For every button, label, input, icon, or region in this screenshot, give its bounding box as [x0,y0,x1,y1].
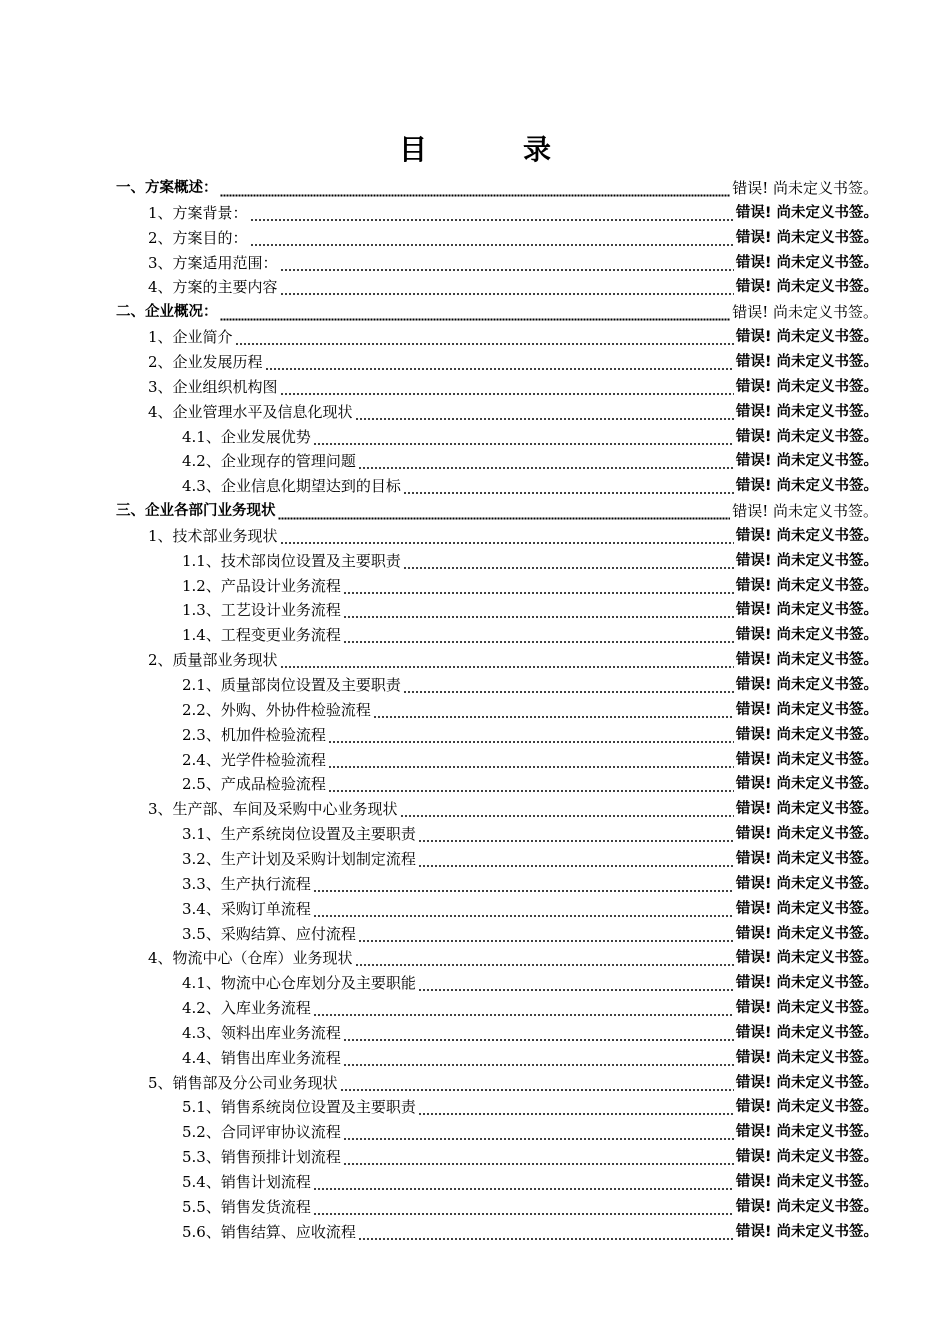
toc-entry-label: 1、技术部业务现状 [148,526,278,545]
toc-entry[interactable] [0,346,950,371]
toc-entry[interactable] [0,1116,950,1141]
toc-entry-label: 5.5、销售发货流程 [182,1197,311,1216]
toc-entry-label: 2.2、外购、外协件检验流程 [182,700,371,719]
toc-entry-label: 2.5、产成品检验流程 [182,775,326,794]
toc-entry-label: 5、销售部及分公司业务现状 [148,1073,338,1092]
toc-entry-label: 3.1、生产系统岗位设置及主要职责 [182,825,416,844]
toc-leader-dots [418,850,734,868]
toc-leader-dots [235,328,734,346]
toc-entry-page-ref: 错误! 尚未定义书签。 [735,1049,878,1066]
toc-leader-dots [373,701,734,719]
toc-entry-page-ref: 错误! 尚未定义书签。 [735,1099,878,1116]
toc-entry-label: 三、企业各部门业务现状 [116,503,276,520]
toc-leader-dots [403,676,734,694]
toc-entry-page-ref: 错误! 尚未定义书签。 [735,1000,878,1017]
toc-entry[interactable] [0,669,950,694]
toc-leader-dots [343,1024,734,1042]
toc-entry-page-ref: 错误! 尚未定义书签。 [735,1124,878,1141]
toc-entry-label: 4、企业管理水平及信息化现状 [148,402,353,421]
toc-leader-dots [250,204,734,222]
toc-leader-dots [280,278,734,296]
toc-entry[interactable] [0,694,950,719]
toc-leader-dots [280,254,734,272]
toc-entry-label: 3.4、采购订单流程 [182,899,311,918]
toc-entry[interactable] [0,421,950,446]
toc-entry[interactable] [0,768,950,793]
toc-entry-page-ref: 错误! 尚未定义书签。 [735,279,878,296]
toc-entry-label: 4.3、企业信息化期望达到的目标 [182,477,401,496]
toc-entry-label: 1.3、工艺设计业务流程 [182,601,341,620]
toc-entry-label: 3、生产部、车间及采购中心业务现状 [148,800,398,819]
toc-leader-dots [418,974,734,992]
toc-leader-dots [313,1198,734,1216]
toc-leader-dots [418,1098,734,1116]
toc-leader-dots [358,925,734,943]
toc-leader-dots [280,378,734,396]
toc-leader-dots [358,1223,734,1241]
toc-entry[interactable] [0,619,950,644]
toc-entry[interactable] [0,1166,950,1191]
toc-entry-label: 3.2、生产计划及采购计划制定流程 [182,849,416,868]
toc-leader-dots [355,403,734,421]
toc-entry-label: 2.1、质量部岗位设置及主要职责 [182,676,401,694]
toc-leader-dots [403,552,734,570]
toc-entry[interactable] [0,1091,950,1116]
toc-entry-page-ref: 错误! 尚未定义书签。 [735,900,878,917]
toc-entry-page-ref: 错误! 尚未定义书签。 [735,428,878,445]
toc-entry[interactable] [0,1191,950,1216]
toc-entry-page-ref: 错误! 尚未定义书签。 [735,677,878,693]
toc-entry[interactable] [0,1141,950,1166]
toc-leader-dots [343,1049,734,1067]
toc-entry-label: 3、企业组织机构图 [148,377,278,396]
toc-entry[interactable] [0,1216,950,1241]
toc-leader-dots [403,477,734,495]
toc-entry-label: 5.1、销售系统岗位设置及主要职责 [182,1098,416,1117]
toc-leader-dots [418,825,734,843]
toc-entry-label: 2、方案目的： [148,228,248,247]
toc-entry-page-ref: 错误! 尚未定义书签。 [735,403,878,420]
toc-leader-dots [343,626,734,644]
toc-entry-page-ref: 错误! 尚未定义书签。 [735,1198,878,1215]
toc-entry-page-ref: 错误! 尚未定义书签。 [735,975,878,992]
toc-entry[interactable] [0,793,950,818]
toc-leader-dots [313,875,734,893]
toc-entry[interactable] [0,918,950,943]
toc-entry-page-ref: 错误! 尚未定义书签。 [735,254,878,271]
toc-entry[interactable] [0,296,950,321]
toc-entry-label: 4、方案的主要内容 [148,278,278,297]
toc-entry-page-ref: 错误! 尚未定义书签。 [735,527,878,544]
toc-leader-dots [250,229,734,247]
toc-entry-page-ref: 错误! 尚未定义书签。 [735,453,878,470]
toc-entry-label: 5.4、销售计划流程 [182,1173,311,1191]
toc-leader-dots [313,428,734,446]
toc-entry[interactable] [0,868,950,893]
toc-leader-dots [340,1074,734,1092]
toc-entry[interactable] [0,594,950,619]
toc-entry[interactable] [0,271,950,296]
toc-entry-page-ref: 错误! 尚未定义书签。 [735,378,878,395]
toc-leader-dots [220,179,731,197]
toc-entry[interactable] [0,545,950,570]
toc-leader-dots [355,949,734,967]
toc-entry-page-ref: 错误! 尚未定义书签。 [735,1149,878,1166]
toc-leader-dots [343,1123,734,1141]
toc-entry-page-ref: 错误! 尚未定义书签。 [735,1223,878,1240]
toc-entry-page-ref: 错误! 尚未定义书签。 [732,502,878,521]
toc-entry[interactable] [0,495,950,520]
toc-entry-page-ref: 错误! 尚未定义书签。 [735,577,878,594]
toc-entry-page-ref: 错误! 尚未定义书签。 [735,826,878,843]
toc-entry[interactable] [0,818,950,843]
toc-entry[interactable] [0,942,950,967]
toc-entry-page-ref: 错误! 尚未定义书签。 [735,1174,878,1190]
toc-entry-page-ref: 错误! 尚未定义书签。 [735,329,878,346]
toc-leader-dots [343,577,734,595]
toc-entry[interactable] [0,445,950,470]
toc-entry-page-ref: 错误! 尚未定义书签。 [735,652,878,669]
toc-leader-dots [280,651,734,669]
toc-entry-page-ref: 错误! 尚未定义书签。 [735,478,878,495]
toc-entry-label: 1、企业简介 [148,328,233,347]
toc-entry-page-ref: 错误! 尚未定义书签。 [735,1074,878,1091]
toc-entry-label: 4.3、领料出库业务流程 [182,1023,341,1042]
toc-entry-page-ref: 错误! 尚未定义书签。 [735,726,878,743]
toc-entry[interactable] [0,1017,950,1042]
page-title [0,128,950,168]
toc-entry-label: 4.1、企业发展优势 [182,427,311,446]
toc-entry[interactable] [0,520,950,545]
toc-entry-label: 1、方案背景： [148,203,248,222]
toc-entry-label: 3.3、生产执行流程 [182,874,311,893]
toc-entry-label: 1.1、技术部岗位设置及主要职责 [182,551,401,570]
toc-entry-page-ref: 错误! 尚未定义书签。 [732,179,878,197]
toc-entry-label: 4.4、销售出库业务流程 [182,1048,341,1067]
title-char-2: 录 [523,133,552,166]
toc-leader-dots [358,452,734,470]
toc-entry[interactable] [0,1042,950,1067]
toc-entry[interactable] [0,570,950,595]
toc-entry-page-ref: 错误! 尚未定义书签。 [735,627,878,644]
toc-leader-dots [328,775,734,793]
toc-entry-label: 4.2、企业现存的管理问题 [182,452,356,471]
toc-entry[interactable] [0,744,950,769]
toc-entry-label: 5.6、销售结算、应收流程 [182,1222,356,1241]
toc-entry[interactable] [0,247,950,272]
toc-entry-page-ref: 错误! 尚未定义书签。 [735,204,878,221]
toc-entry-label: 4.1、物流中心仓库划分及主要职能 [182,974,416,993]
toc-entry[interactable] [0,371,950,396]
toc-entry[interactable] [0,992,950,1017]
title-char-1: 目 [398,133,427,166]
toc-entry-label: 5.2、合同评审协议流程 [182,1123,341,1142]
toc-entry-page-ref: 错误! 尚未定义书签。 [735,229,878,246]
toc-entry-page-ref: 错误! 尚未定义书签。 [735,751,878,768]
toc-entry-label: 4、物流中心（仓库）业务现状 [148,949,353,968]
toc-entry-label: 2.3、机加件检验流程 [182,725,326,744]
toc-leader-dots [328,751,734,769]
toc-entry-label: 4.2、入库业务流程 [182,999,311,1018]
toc-entry-label: 一、方案概述： [116,180,218,196]
toc-leader-dots [280,527,734,545]
toc-entry-page-ref: 错误! 尚未定义书签。 [735,701,878,718]
toc-entry[interactable] [0,222,950,247]
toc-leader-dots [313,900,734,918]
toc-entry-page-ref: 错误! 尚未定义书签。 [735,602,878,619]
toc-entry-label: 1.2、产品设计业务流程 [182,576,341,595]
toc-leader-dots [400,800,734,818]
toc-leader-dots [220,303,731,321]
toc-entry-page-ref: 错误! 尚未定义书签。 [732,303,878,322]
toc-entry-label: 3、方案适用范围： [148,253,278,272]
toc-entry-label: 2、质量部业务现状 [148,651,278,670]
toc-entry[interactable] [0,172,950,197]
toc-leader-dots [265,353,734,371]
toc-entry-page-ref: 错误! 尚未定义书签。 [735,850,878,867]
toc-leader-dots [278,502,731,520]
toc-leader-dots [343,1148,734,1166]
toc-entry[interactable] [0,719,950,744]
toc-leader-dots [343,601,734,619]
toc-entry-label: 5.3、销售预排计划流程 [182,1148,341,1167]
toc-entry[interactable] [0,197,950,222]
toc-entry-page-ref: 错误! 尚未定义书签。 [735,875,878,892]
toc-entry[interactable] [0,1067,950,1092]
toc-entry-page-ref: 错误! 尚未定义书签。 [735,776,878,793]
toc-entry[interactable] [0,644,950,669]
toc-leader-dots [313,999,734,1017]
toc-entry[interactable] [0,893,950,918]
toc-entry-label: 2、企业发展历程 [148,352,263,371]
toc-entry[interactable] [0,470,950,495]
toc-entry-page-ref: 错误! 尚未定义书签。 [735,1024,878,1041]
toc-entry[interactable] [0,967,950,992]
toc-entry-label: 1.4、工程变更业务流程 [182,626,341,645]
toc-entry-label: 2.4、光学件检验流程 [182,750,326,769]
toc-entry-page-ref: 错误! 尚未定义书签。 [735,552,878,569]
toc-entry-label: 二、企业概况： [116,304,218,321]
toc-leader-dots [328,726,734,744]
toc-entry-page-ref: 错误! 尚未定义书签。 [735,925,878,942]
toc-entry-page-ref: 错误! 尚未定义书签。 [735,950,878,967]
toc-leader-dots [313,1173,734,1191]
toc-entry[interactable] [0,321,950,346]
toc-entry-page-ref: 错误! 尚未定义书签。 [735,353,878,370]
toc-entry-page-ref: 错误! 尚未定义书签。 [735,801,878,818]
toc-entry[interactable] [0,843,950,868]
toc-entry[interactable] [0,396,950,421]
toc-entry-label: 3.5、采购结算、应付流程 [182,924,356,943]
